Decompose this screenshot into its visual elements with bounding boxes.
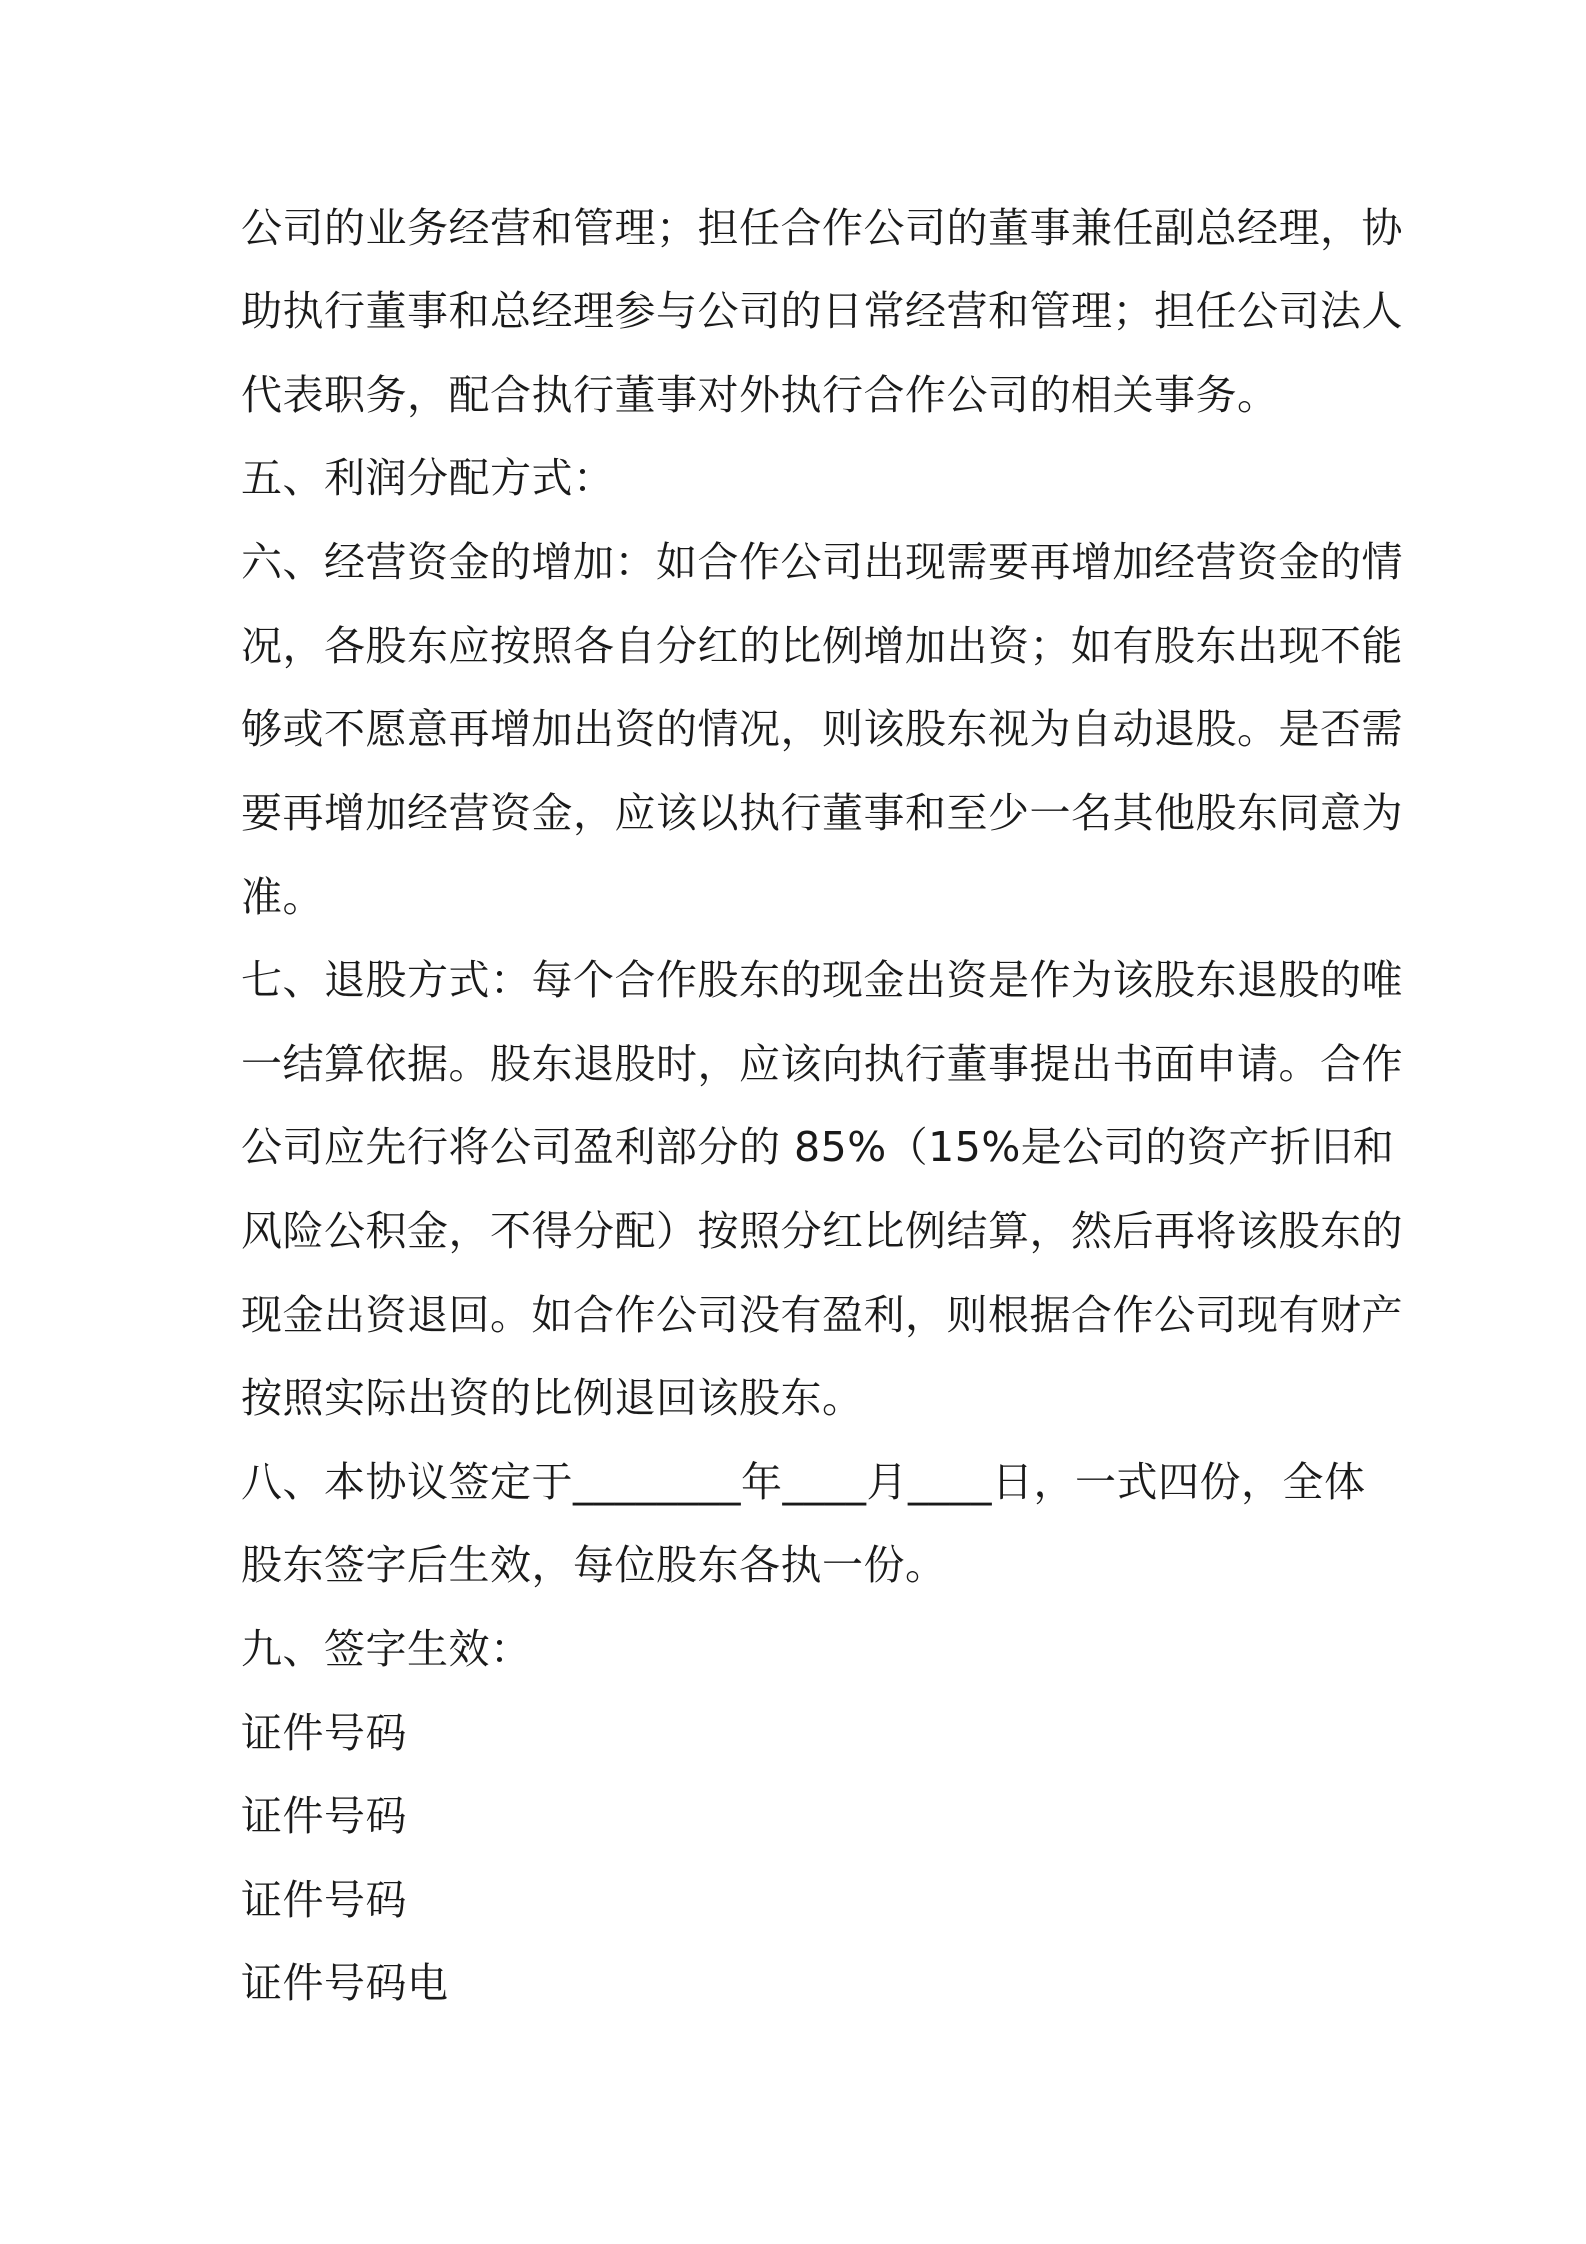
- text-line: 股东签字后生效，每位股东各执一份。: [241, 1541, 947, 1589]
- text-line: 风险公积金，不得分配）按照分红比例结算，然后再将该股东的: [241, 1207, 1403, 1255]
- text-line: 按照实际出资的比例退回该股东。: [241, 1374, 864, 1422]
- text-line: 公司的业务经营和管理；担任合作公司的董事兼任副总经理，协: [241, 204, 1403, 252]
- text-line: 公司应先行将公司盈利部分的 85%（15%是公司的资产折旧和: [241, 1123, 1395, 1171]
- text-line: 一结算依据。股东退股时，应该向执行董事提出书面申请。合作: [241, 1040, 1403, 1088]
- section-heading-9: 九、签字生效：: [241, 1625, 532, 1673]
- text-line: 够或不愿意再增加出资的情况，则该股东视为自动退股。是否需: [241, 705, 1403, 753]
- section-heading-5: 五、利润分配方式：: [241, 454, 615, 502]
- id-number-label: 证件号码电: [241, 1959, 449, 2007]
- section-heading-8: 八、本协议签定于________年____月____日，一式四份，全体: [241, 1458, 1366, 1506]
- id-number-label: 证件号码: [241, 1709, 407, 1757]
- id-number-label: 证件号码: [241, 1876, 407, 1924]
- text-line: 助执行董事和总经理参与公司的日常经营和管理；担任公司法人: [241, 287, 1403, 335]
- section-heading-6: 六、经营资金的增加：如合作公司出现需要再增加经营资金的情: [241, 538, 1403, 586]
- text-line: 现金出资退回。如合作公司没有盈利，则根据合作公司现有财产: [241, 1291, 1403, 1339]
- text-line: 要再增加经营资金，应该以执行董事和至少一名其他股东同意为: [241, 789, 1403, 837]
- text-line: 况，各股东应按照各自分红的比例增加出资；如有股东出现不能: [241, 622, 1403, 670]
- section-heading-7: 七、退股方式：每个合作股东的现金出资是作为该股东退股的唯: [241, 956, 1403, 1004]
- text-line: 准。: [241, 873, 324, 921]
- text-line: 代表职务，配合执行董事对外执行合作公司的相关事务。: [241, 371, 1279, 419]
- id-number-label: 证件号码: [241, 1792, 407, 1840]
